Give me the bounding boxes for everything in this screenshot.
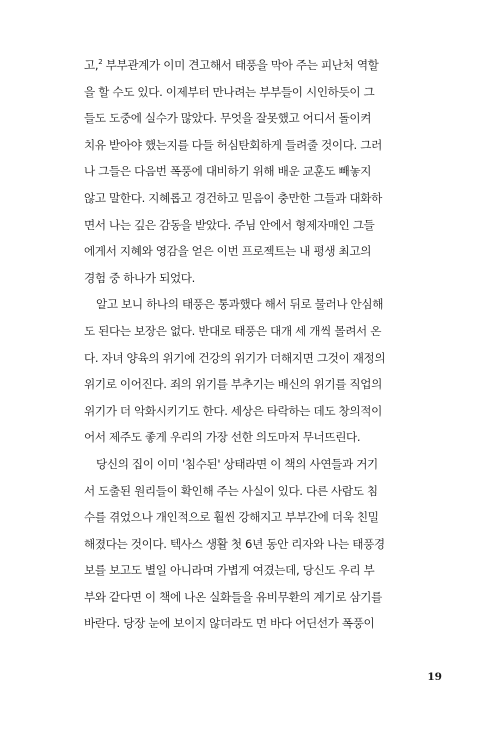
text-line-11: 도 된다는 보장은 없다. 반대로 태풍은 대개 세 개씩 몰려서 온 [84, 323, 382, 338]
text-line-12: 다. 자녀 양육의 위기에 건강의 위기가 더해지면 그것이 재정의 [84, 350, 386, 365]
footnote-marker[interactable]: 2 [98, 58, 103, 67]
text-line-1-start: 고, [84, 58, 99, 72]
text-line-16: 당신의 집이 이미 '침수된' 상태라면 이 책의 사연들과 거기 [96, 456, 378, 471]
text-line-19: 해졌다는 것이다. 텍사스 생활 첫 6년 동안 리자와 나는 태풍경 [84, 536, 385, 551]
text-line-8: 에게서 지혜와 영감을 얻은 이번 프로젝트는 내 평생 최고의 [84, 244, 372, 259]
page-number: 19 [427, 671, 442, 683]
text-line-4: 치유 받아야 했는지를 다들 허심탄회하게 들려줄 것이다. 그러 [84, 137, 382, 152]
body-text [84, 52, 430, 637]
text-line-20: 보를 보고도 별일 아니라며 가볍게 여겼는데, 당신도 우리 부 [84, 563, 375, 578]
text-line-7: 면서 나는 깊은 감동을 받았다. 주님 안에서 형제자매인 그들 [84, 217, 375, 232]
text-line-14: 위기가 더 악화시키기도 한다. 세상은 타락하는 데도 창의적이 [84, 403, 382, 418]
text-line-6: 않고 말한다. 지혜롭고 경건하고 믿음이 충만한 그들과 대화하 [84, 190, 382, 205]
text-line-1-rest: 부부관계가 이미 견고해서 태풍을 막아 주는 피난처 역할 [102, 58, 379, 72]
text-line-3: 들도 도중에 실수가 많았다. 무엇을 잘못했고 어디서 돌이켜 [84, 111, 372, 126]
text-line-15: 어서 제주도 좋게 우리의 가장 선한 의도마저 무너뜨린다. [84, 430, 361, 445]
text-line-1 [84, 52, 430, 79]
text-line-5: 나 그들은 다음번 폭풍에 대비하기 위해 배운 교훈도 빼놓지 [84, 164, 372, 179]
text-line-9: 경험 중 하나가 되었다. [84, 270, 195, 285]
text-line-10: 알고 보니 하나의 태풍은 통과했다 해서 뒤로 물러나 안심해 [96, 297, 384, 312]
text-line-21: 부와 같다면 이 책에 나온 실화들을 유비무환의 계기로 삼기를 [84, 589, 382, 604]
text-line-13: 위기로 이어진다. 죄의 위기를 부추기는 배신의 위기를 직업의 [84, 377, 382, 392]
text-line-2: 을 할 수도 있다. 이제부터 만나려는 부부들이 시인하듯이 그 [84, 84, 375, 99]
text-line-22: 바란다. 당장 눈에 보이지 않더라도 먼 바다 어딘선가 폭풍이 [84, 616, 375, 631]
text-line-18: 수를 겪었으나 개인적으로 훨씬 강해지고 부부간에 더욱 친밀 [84, 510, 379, 525]
text-line-17: 서 도출된 원리들이 확인해 주는 사실이 있다. 다른 사람도 침 [84, 483, 378, 498]
